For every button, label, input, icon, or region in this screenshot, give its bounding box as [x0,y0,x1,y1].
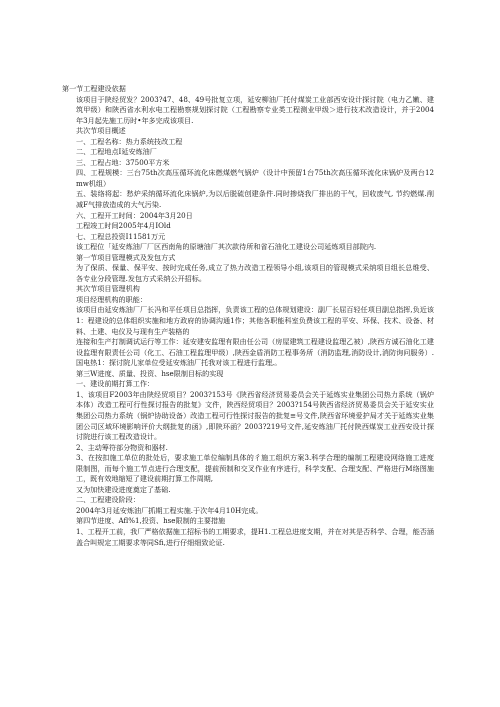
paragraph: 1、该项目F2003年由陕经贸项目？2003?153号《陕西省经济贸易委员会关于延炼实业集团公司热力系统（锅炉本体）改造工程可行性探讨报告的批复》文件，陕西经贸项目？2003?154号陕西省经济贸易委员会关于延安实业集团公司热力系统（锅炉协助设备）改造工程可行性探讨报告的批复≡号文件,陕西省环境爱护局才关于延炼实业集团公司区域环境影响评价大纲批复的函》,即陕环函？2003?219号文件,延安炼油厂托付陕西煤炭工业西安设计探讨院进行该工程改造设计。 [76,389,434,442]
paragraph: 1、工程开工前，我厂严格依据施工招标书的工期要求，提H1.工程总进度支期，并在对其是否科学、合理，能否涵盖合叫规定工期要求等同Sfi,进行仔细细致论证. [76,526,434,547]
section-heading: 第一节工程建设依据 [62,84,126,93]
paragraph: 二、工程建设阶段： [76,495,140,505]
paragraph: 2、主动筹符部分物资和器材. [76,442,168,452]
document-page [62,84,434,548]
list-item: 五、装络将起：愁炉采纳循环流化床锅炉,为以后脱硫创建条件.同时掺烧我厂排出的干气，回收废气, 节约燃煤.削减F气排放造成的大气污染. [76,189,434,210]
list-item: 三、工程占地：37500平方米 [76,157,170,167]
list-item: 四、工程规模：三台75th次高压循环流化床燃煤燃气锅炉（设计中预留1台75th次高压循环流化床锅炉及两台12mw机组） [76,168,434,188]
paragraph: 2004年3月延安炼油厂抓期工程实施.于次年4月10H完成。 [76,505,263,515]
list-item: 六、工程开工时间：2004年3月20日 [76,210,193,220]
section-heading: 其次节项目管理机构 [76,284,140,294]
section-heading: 第三W进度、质量、投资、hse限制目标的实现 [76,368,224,378]
paragraph: 该项目由延安炼油厂厂长冯和平任项目总指挥，负责该工程的总体规划建设：副厂长屈百轻任项目副总指挥,负近该1：程建设的总体组织实施和地方政府的协调沟通1作；其他各职能科室负费该工程的平安、环保、技术、设备、材料、土建、电仪及与现有生产装格的 [76,305,434,336]
paragraph: 连接和生产打制调试运行等工作：延安建安监理有限由任公司（房屋建筑工程建设监理乙被）,陕西方诚石油化工建设监理有限责任公司（化工、石油工程监理甲级）,陕西金盾消防工程事务所（消防监理,消防设计,消防询问服务）.国电热1：探讨院儿家单位受延安炼油厂托我对该工程进行监理,。 [76,337,434,368]
section-heading: 共次节项目概述 [76,126,126,136]
paragraph: 该工程位「延安炼油厂厂区西南角的原塘油厂其次款待所和省石油化工建设公司延炼项目部院内. [76,242,377,252]
list-item: 一、工程名称：热力系统技改工程 [76,136,183,146]
section-heading: 第四节进度、Afl%1,投资、hse限制的主要措施 [76,516,226,526]
paragraph: 又为加快建设进度奠定了基础. [76,484,171,494]
list-item: 工程竣工时间2005年4月IOld [76,221,171,231]
paragraph: 项目经理机构的职能： [76,294,147,304]
list-item: 七、工程总投资I11581万元 [76,231,166,241]
paragraph: 3、在按扣施工单位的批处后，要求施工单位编制具体的彳施工组织方案3.科学合理的编制工程建设网络施工进度限制图，而每个施工节点进行合理支配，提前预制和交叉作业有序进行，科学支配、合理支配、严格进行M络图施工，既有效地缩短了建设前期打算工作周期, [76,453,434,484]
list-item: 二、工程地点I延安炼油厂 [76,147,157,157]
paragraph: 为了保质、保量、保平安、按时完成任务,成立了热力改造工程领导小组,该项目的管现模式采纳项目组长总维受、各专业分段管理.发包方式采纳公开招标。 [76,263,434,283]
paragraph: 该项目于陕经贸发？2003?47、48、49号批复立项，延安柳油厂托付煤炭工业部西安设计探讨院（电力乙嫩、建筑甲级）和陕西省水利水电工程勘察规划探讨院（工程勘察专业类工程测业甲级＞进行技术改造设计，并于2004年3月起先施工历时•年多完成该项目. [76,94,434,125]
paragraph: 一、建设前期打算工作： [76,379,155,389]
section-heading: 第一节项目管理模式及发包方式 [76,252,176,262]
